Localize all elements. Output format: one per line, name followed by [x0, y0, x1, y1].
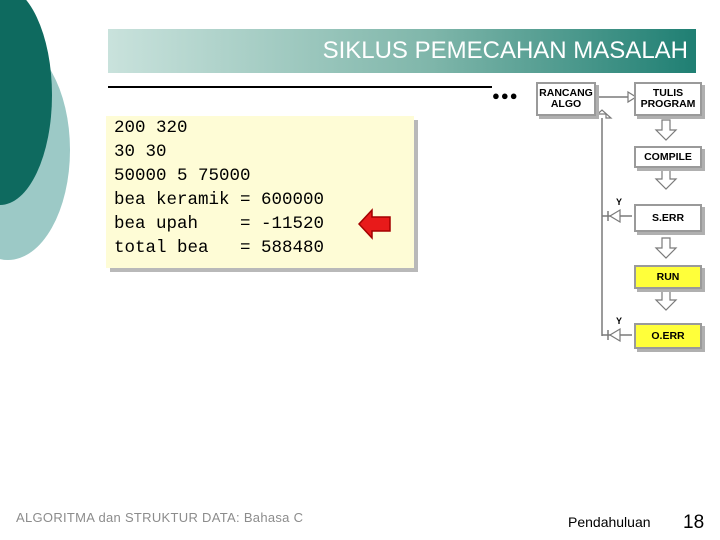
- console-line-3: 50000 5 75000: [114, 166, 251, 186]
- footer-course-title: ALGORITMA dan STRUKTUR DATA: Bahasa C: [16, 510, 304, 525]
- yes-label-serr: Y: [616, 197, 623, 207]
- run-node: RUN: [634, 265, 702, 289]
- rancang-algo-node: RANCANG ALGO: [536, 82, 596, 116]
- flowchart: [520, 78, 720, 368]
- tulis-program-node: TULIS PROGRAM: [634, 82, 702, 116]
- console-line-1: 200 320: [114, 118, 188, 138]
- console-line-2: 30 30: [114, 142, 167, 162]
- output-error-node: O.ERR: [634, 323, 702, 349]
- red-arrow-icon: [358, 208, 392, 240]
- yes-label-oerr: Y: [616, 316, 623, 326]
- page-number: 18: [683, 512, 705, 533]
- decorative-teal-shape: [0, 0, 110, 260]
- console-line-5: bea upah = -11520: [114, 214, 325, 234]
- compile-node: COMPILE: [634, 146, 702, 168]
- syntax-error-node: S.ERR: [634, 204, 702, 232]
- slide-title: SIKLUS PEMECAHAN MASALAH: [322, 37, 688, 64]
- footer-section: Pendahuluan: [568, 514, 651, 530]
- console-line-4: bea keramik = 600000: [114, 190, 325, 210]
- divider-line: [108, 86, 492, 88]
- title-bar: [108, 29, 696, 73]
- console-line-6: total bea = 588480: [114, 238, 325, 258]
- console-output-box: [106, 116, 414, 268]
- ellipsis-dots-icon: ●●●: [492, 88, 519, 103]
